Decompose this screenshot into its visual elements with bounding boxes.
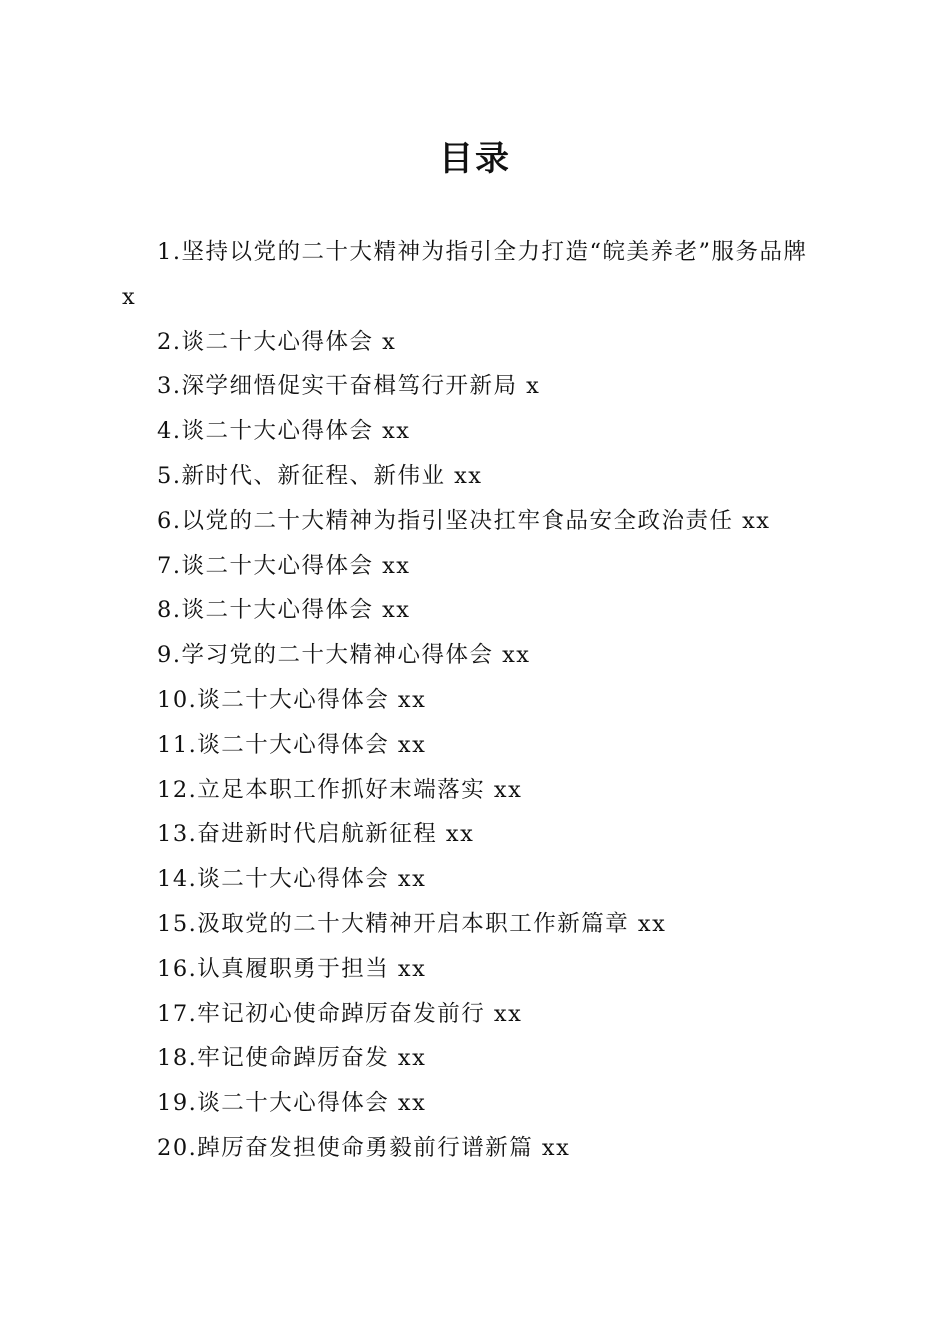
toc-item-19: 19.谈二十大心得体会 xx xyxy=(157,1090,427,1117)
toc-item-9: 9.学习党的二十大精神心得体会 xx xyxy=(157,642,531,669)
page-title: 目录 xyxy=(439,139,511,179)
toc-item-11: 11.谈二十大心得体会 xx xyxy=(157,731,427,758)
toc-item-15: 15.汲取党的二十大精神开启本职工作新篇章 xx xyxy=(157,910,667,937)
toc-item-1: 1.坚持以党的二十大精神为指引全力打造“皖美养老”服务品牌 x xyxy=(122,239,808,310)
toc-item-4: 4.谈二十大心得体会 xx xyxy=(157,418,411,445)
toc-item-2: 2.谈二十大心得体会 x xyxy=(157,328,397,355)
toc-item-5: 5.新时代、新征程、新伟业 xx xyxy=(157,462,483,489)
toc-item-18: 18.牢记使命踔厉奋发 xx xyxy=(157,1045,427,1072)
toc-item-17: 17.牢记初心使命踔厉奋发前行 xx xyxy=(157,1000,523,1027)
toc-item-7: 7.谈二十大心得体会 xx xyxy=(157,552,411,579)
toc-item-20: 20.踔厉奋发担使命勇毅前行谱新篇 xx xyxy=(157,1134,571,1161)
toc-item-8: 8.谈二十大心得体会 xx xyxy=(157,597,411,624)
toc-item-12: 12.立足本职工作抓好末端落实 xx xyxy=(157,776,523,803)
toc-item-3: 3.深学细悟促实干奋楫笃行开新局 x xyxy=(157,373,541,400)
toc-item-14: 14.谈二十大心得体会 xx xyxy=(157,866,427,893)
table-of-contents xyxy=(122,230,827,1171)
toc-item-6: 6.以党的二十大精神为指引坚决扛牢食品安全政治责任 xx xyxy=(157,507,771,534)
toc-item-16: 16.认真履职勇于担当 xx xyxy=(157,955,427,982)
toc-item-10: 10.谈二十大心得体会 xx xyxy=(157,686,427,713)
toc-item-13: 13.奋进新时代启航新征程 xx xyxy=(157,821,475,848)
